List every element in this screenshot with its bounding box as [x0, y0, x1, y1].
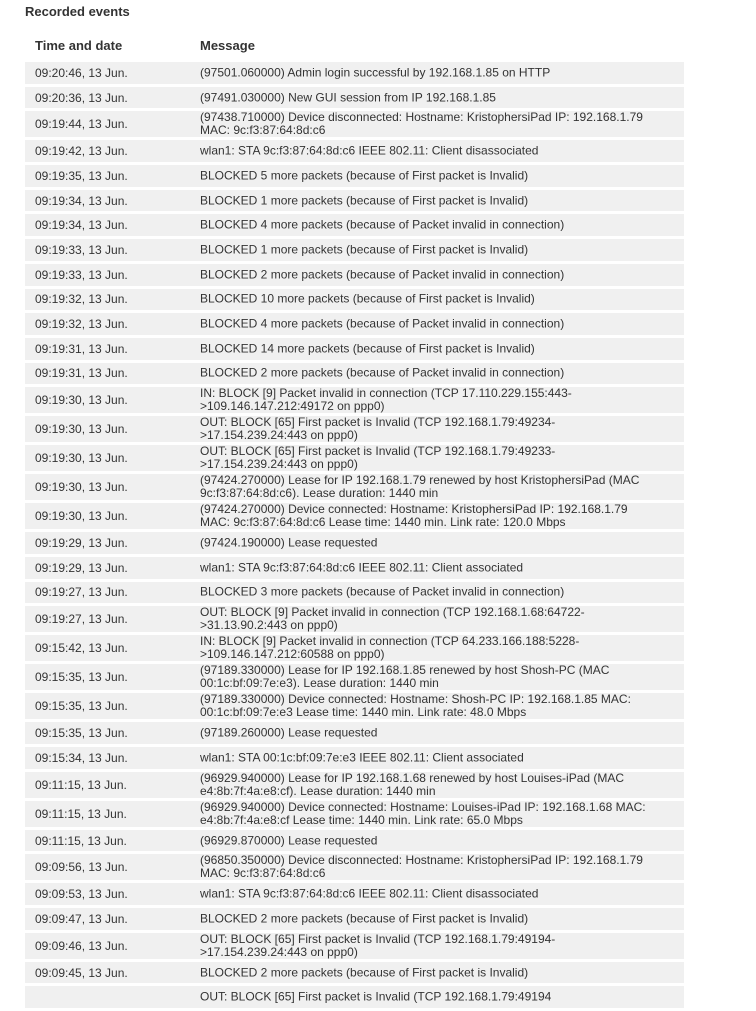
event-message: BLOCKED 4 more packets (because of Packet invalid in connection)	[200, 316, 565, 331]
event-message: (96929.940000) Lease for IP 192.168.1.68 renewed by host Louises-iPad (MAC e4:8b:7f:4a:e8:cf). Lease duration: 1440 min	[200, 770, 625, 798]
event-time: 09:11:15, 13 Jun.	[35, 777, 127, 792]
event-message: OUT: BLOCK [65] First packet is Invalid (TCP 192.168.1.79:49234->17.154.239.24:443 on ppp0)	[200, 415, 556, 443]
table-row	[25, 313, 684, 335]
event-time: 09:09:56, 13 Jun.	[35, 860, 128, 875]
table-row	[25, 62, 684, 84]
event-message: wlan1: STA 9c:f3:87:64:8d:c6 IEEE 802.11: Client associated	[200, 560, 524, 575]
event-time: 09:09:45, 13 Jun.	[35, 965, 128, 980]
table-row	[25, 582, 684, 604]
event-message: (96850.350000) Device disconnected: Hostname: KristophersiPad IP: 192.168.1.79 MAC: 9c:f3:87:64:8d:c6	[200, 853, 643, 881]
event-message: (97424.190000) Lease requested	[200, 535, 378, 550]
column-header-message: Message	[200, 38, 255, 53]
event-time: 09:20:46, 13 Jun.	[35, 65, 128, 80]
event-message: (97189.330000) Lease for IP 192.168.1.85 renewed by host Shosh-PC (MAC 00:1c:bf:09:7e:e3). Lease duration: 1440 min	[200, 663, 610, 691]
table-row	[25, 165, 684, 187]
event-time: 09:19:33, 13 Jun.	[35, 242, 128, 257]
event-time: 09:19:30, 13 Jun.	[35, 509, 128, 524]
event-message: BLOCKED 10 more packets (because of First packet is Invalid)	[200, 291, 535, 306]
table-row	[25, 693, 684, 719]
event-message: (96929.870000) Lease requested	[200, 833, 378, 848]
table-row	[25, 854, 684, 880]
event-time: 09:19:34, 13 Jun.	[35, 218, 128, 233]
event-message: BLOCKED 1 more packets (because of First packet is Invalid)	[200, 242, 529, 257]
event-message: BLOCKED 2 more packets (because of Packet invalid in connection)	[200, 365, 565, 380]
event-message: OUT: BLOCK [65] First packet is Invalid (TCP 192.168.1.79:49194	[200, 989, 552, 1004]
event-message: BLOCKED 1 more packets (because of First packet is Invalid)	[200, 193, 529, 208]
table-row	[25, 140, 684, 162]
event-message: (97189.330000) Device connected: Hostname: Shosh-PC IP: 192.168.1.85 MAC: 00:1c:bf:09:7e:e3 Lease time: 1440 min. Link rate: 48.0 Mbps	[200, 692, 631, 720]
table-row	[25, 445, 684, 471]
table-row	[25, 503, 684, 529]
event-time: 09:19:30, 13 Jun.	[35, 451, 128, 466]
event-message: wlan1: STA 00:1c:bf:09:7e:e3 IEEE 802.11: Client associated	[200, 750, 524, 765]
event-time: 09:19:32, 13 Jun.	[35, 317, 128, 332]
table-row	[25, 190, 684, 212]
table-row	[25, 387, 684, 413]
event-message: (97424.270000) Lease for IP 192.168.1.79 renewed by host KristophersiPad (MAC 9c:f3:87:64:8d:c6). Lease duration: 1440 min	[200, 473, 640, 501]
event-time: 09:15:35, 13 Jun.	[35, 699, 128, 714]
event-message: (97438.710000) Device disconnected: Hostname: KristophersiPad IP: 192.168.1.79 MAC: 9c:f3:87:64:8d:c6	[200, 110, 643, 138]
event-time: 09:11:15, 13 Jun.	[35, 833, 127, 848]
table-row	[25, 214, 684, 236]
event-message: wlan1: STA 9c:f3:87:64:8d:c6 IEEE 802.11: Client disassociated	[200, 886, 539, 901]
event-time: 09:11:15, 13 Jun.	[35, 806, 127, 821]
event-message: IN: BLOCK [9] Packet invalid in connection (TCP 64.233.166.188:5228->109.146.147.212:60588 on ppp0)	[200, 634, 580, 662]
table-row	[25, 363, 684, 385]
table-row	[25, 338, 684, 360]
event-message: (97491.030000) New GUI session from IP 192.168.1.85	[200, 90, 496, 105]
table-row	[25, 986, 684, 1008]
section-title: Recorded events	[25, 4, 130, 19]
table-row	[25, 532, 684, 554]
event-time: 09:19:31, 13 Jun.	[35, 366, 128, 381]
event-message: BLOCKED 2 more packets (because of First packet is Invalid)	[200, 965, 529, 980]
event-message: OUT: BLOCK [9] Packet invalid in connection (TCP 192.168.1.68:64722->31.13.90.2:443 on ppp0)	[200, 605, 585, 633]
event-message: (97424.270000) Device connected: Hostname: KristophersiPad IP: 192.168.1.79 MAC: 9c:f3:87:64:8d:c6 Lease time: 1440 min. Link rate: 120.0 Mbps	[200, 502, 628, 530]
event-message: (97501.060000) Admin login successful by 192.168.1.85 on HTTP	[200, 65, 551, 80]
event-message: BLOCKED 5 more packets (because of First packet is Invalid)	[200, 168, 529, 183]
table-row	[25, 933, 684, 959]
event-time: 09:19:27, 13 Jun.	[35, 612, 128, 627]
event-message: (96929.940000) Device connected: Hostname: Louises-iPad IP: 192.168.1.68 MAC: e4:8b:7f:4a:e8:cf Lease time: 1440 min. Link rate: 65.0 Mbps	[200, 799, 646, 827]
event-time: 09:15:35, 13 Jun.	[35, 726, 128, 741]
event-time: 09:19:32, 13 Jun.	[35, 292, 128, 307]
table-row	[25, 239, 684, 261]
event-message: BLOCKED 4 more packets (because of Packet invalid in connection)	[200, 217, 565, 232]
event-time: 09:19:30, 13 Jun.	[35, 393, 128, 408]
event-message: (97189.260000) Lease requested	[200, 725, 378, 740]
table-row	[25, 557, 684, 579]
event-message: IN: BLOCK [9] Packet invalid in connection (TCP 17.110.229.155:443->109.146.147.212:49172 on ppp0)	[200, 386, 572, 414]
table-row	[25, 801, 684, 827]
table-row	[25, 722, 684, 744]
event-time: 09:19:27, 13 Jun.	[35, 585, 128, 600]
event-message: BLOCKED 2 more packets (because of Packet invalid in connection)	[200, 267, 565, 282]
event-message: OUT: BLOCK [65] First packet is Invalid (TCP 192.168.1.79:49233->17.154.239.24:443 on ppp0)	[200, 444, 556, 472]
table-row	[25, 664, 684, 690]
event-time: 09:09:46, 13 Jun.	[35, 938, 128, 953]
event-time: 09:19:33, 13 Jun.	[35, 267, 128, 282]
event-time: 09:19:42, 13 Jun.	[35, 144, 128, 159]
event-time: 09:15:42, 13 Jun.	[35, 641, 128, 656]
column-header-time: Time and date	[35, 38, 123, 53]
table-row	[25, 111, 684, 137]
event-time: 09:09:53, 13 Jun.	[35, 887, 128, 902]
event-time: 09:19:31, 13 Jun.	[35, 341, 128, 356]
table-row	[25, 289, 684, 311]
table-row	[25, 416, 684, 442]
event-time: 09:19:29, 13 Jun.	[35, 536, 128, 551]
table-row	[25, 908, 684, 930]
event-message: BLOCKED 2 more packets (because of First packet is Invalid)	[200, 911, 529, 926]
event-message: BLOCKED 14 more packets (because of First packet is Invalid)	[200, 341, 535, 356]
table-row	[25, 747, 684, 769]
event-time: 09:09:47, 13 Jun.	[35, 911, 128, 926]
table-row	[25, 474, 684, 500]
event-message: OUT: BLOCK [65] First packet is Invalid (TCP 192.168.1.79:49194->17.154.239.24:443 on ppp0)	[200, 931, 556, 959]
event-time: 09:19:30, 13 Jun.	[35, 480, 128, 495]
table-row	[25, 772, 684, 798]
event-message: BLOCKED 3 more packets (because of Packet invalid in connection)	[200, 584, 565, 599]
event-time: 09:19:29, 13 Jun.	[35, 560, 128, 575]
event-time: 09:19:30, 13 Jun.	[35, 422, 128, 437]
event-time: 09:19:34, 13 Jun.	[35, 193, 128, 208]
table-row	[25, 962, 684, 984]
table-row	[25, 883, 684, 905]
table-row	[25, 635, 684, 661]
events-table	[25, 62, 684, 1011]
table-row	[25, 87, 684, 109]
table-row	[25, 606, 684, 632]
event-time: 09:20:36, 13 Jun.	[35, 90, 128, 105]
event-time: 09:19:44, 13 Jun.	[35, 117, 128, 132]
event-message: wlan1: STA 9c:f3:87:64:8d:c6 IEEE 802.11: Client disassociated	[200, 143, 539, 158]
event-time: 09:15:34, 13 Jun.	[35, 750, 128, 765]
event-time: 09:15:35, 13 Jun.	[35, 670, 128, 685]
event-time: 09:19:35, 13 Jun.	[35, 168, 128, 183]
table-row	[25, 830, 684, 852]
table-header	[25, 36, 684, 58]
table-row	[25, 264, 684, 286]
